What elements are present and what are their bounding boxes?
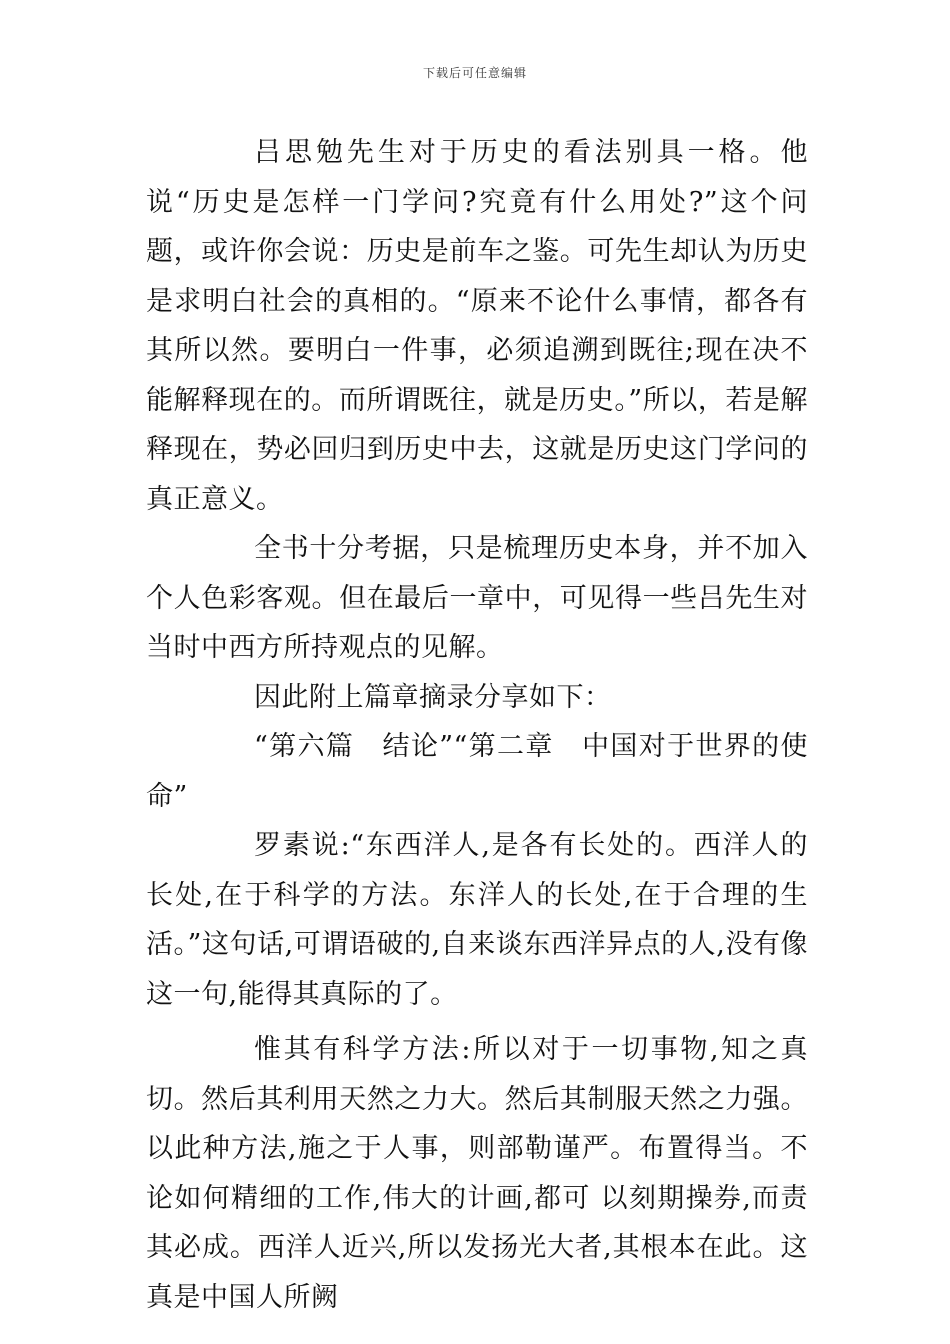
paragraph-3: 因此附上篇章摘录分享如下：	[254, 681, 612, 713]
paragraph-6: 惟其有科学方法:所以对于一切事物,知之真切。然后其利用天然之力大。然后其制服天然之力强。以此种方法,施之于人事，则部勒谨严。布置得当。不论如何精细的工作,伟大的计画,都可 以刻期操券,而责其必成。西洋人近兴,所以发扬光大者,其根本在此。这真是中国人所阙	[146, 1034, 808, 1313]
page-header: 下载后可任意编辑	[422, 66, 527, 80]
paragraph-2: 全书十分考据，只是梳理历史本身，并不加入个人色彩客观。但在最后一章中，可见得一些吕先生对当时中西方所持观点的见解。	[146, 533, 808, 663]
paragraph-5: 罗素说:“东西洋人,是各有长处的。西洋人的长处,在于科学的方法。东洋人的长处,在于合理的生活。”这句话,可谓语破的,自来谈东西洋异点的人,没有像这一句,能得其真际的了。	[146, 830, 808, 1010]
paragraph-4-chapter-title: “第六篇 结论”“第二章 中国对于世界的使命”	[146, 731, 808, 812]
paragraph-1: 吕思勉先生对于历史的看法别具一格。他说“历史是怎样一门学问?究竟有什么用处?”这个问题，或许你会说：历史是前车之鉴。可先生却认为历史是求明白社会的真相的。“原来不论什么事情，都各有其所以然。要明白一件事，必须追溯到既往;现在决不能解释现在的。而所谓既往，就是历史。”所以，若是解释现在，势必回归到历史中去，这就是历史这门学问的真正意义。	[146, 137, 808, 515]
document-body	[146, 128, 808, 1322]
